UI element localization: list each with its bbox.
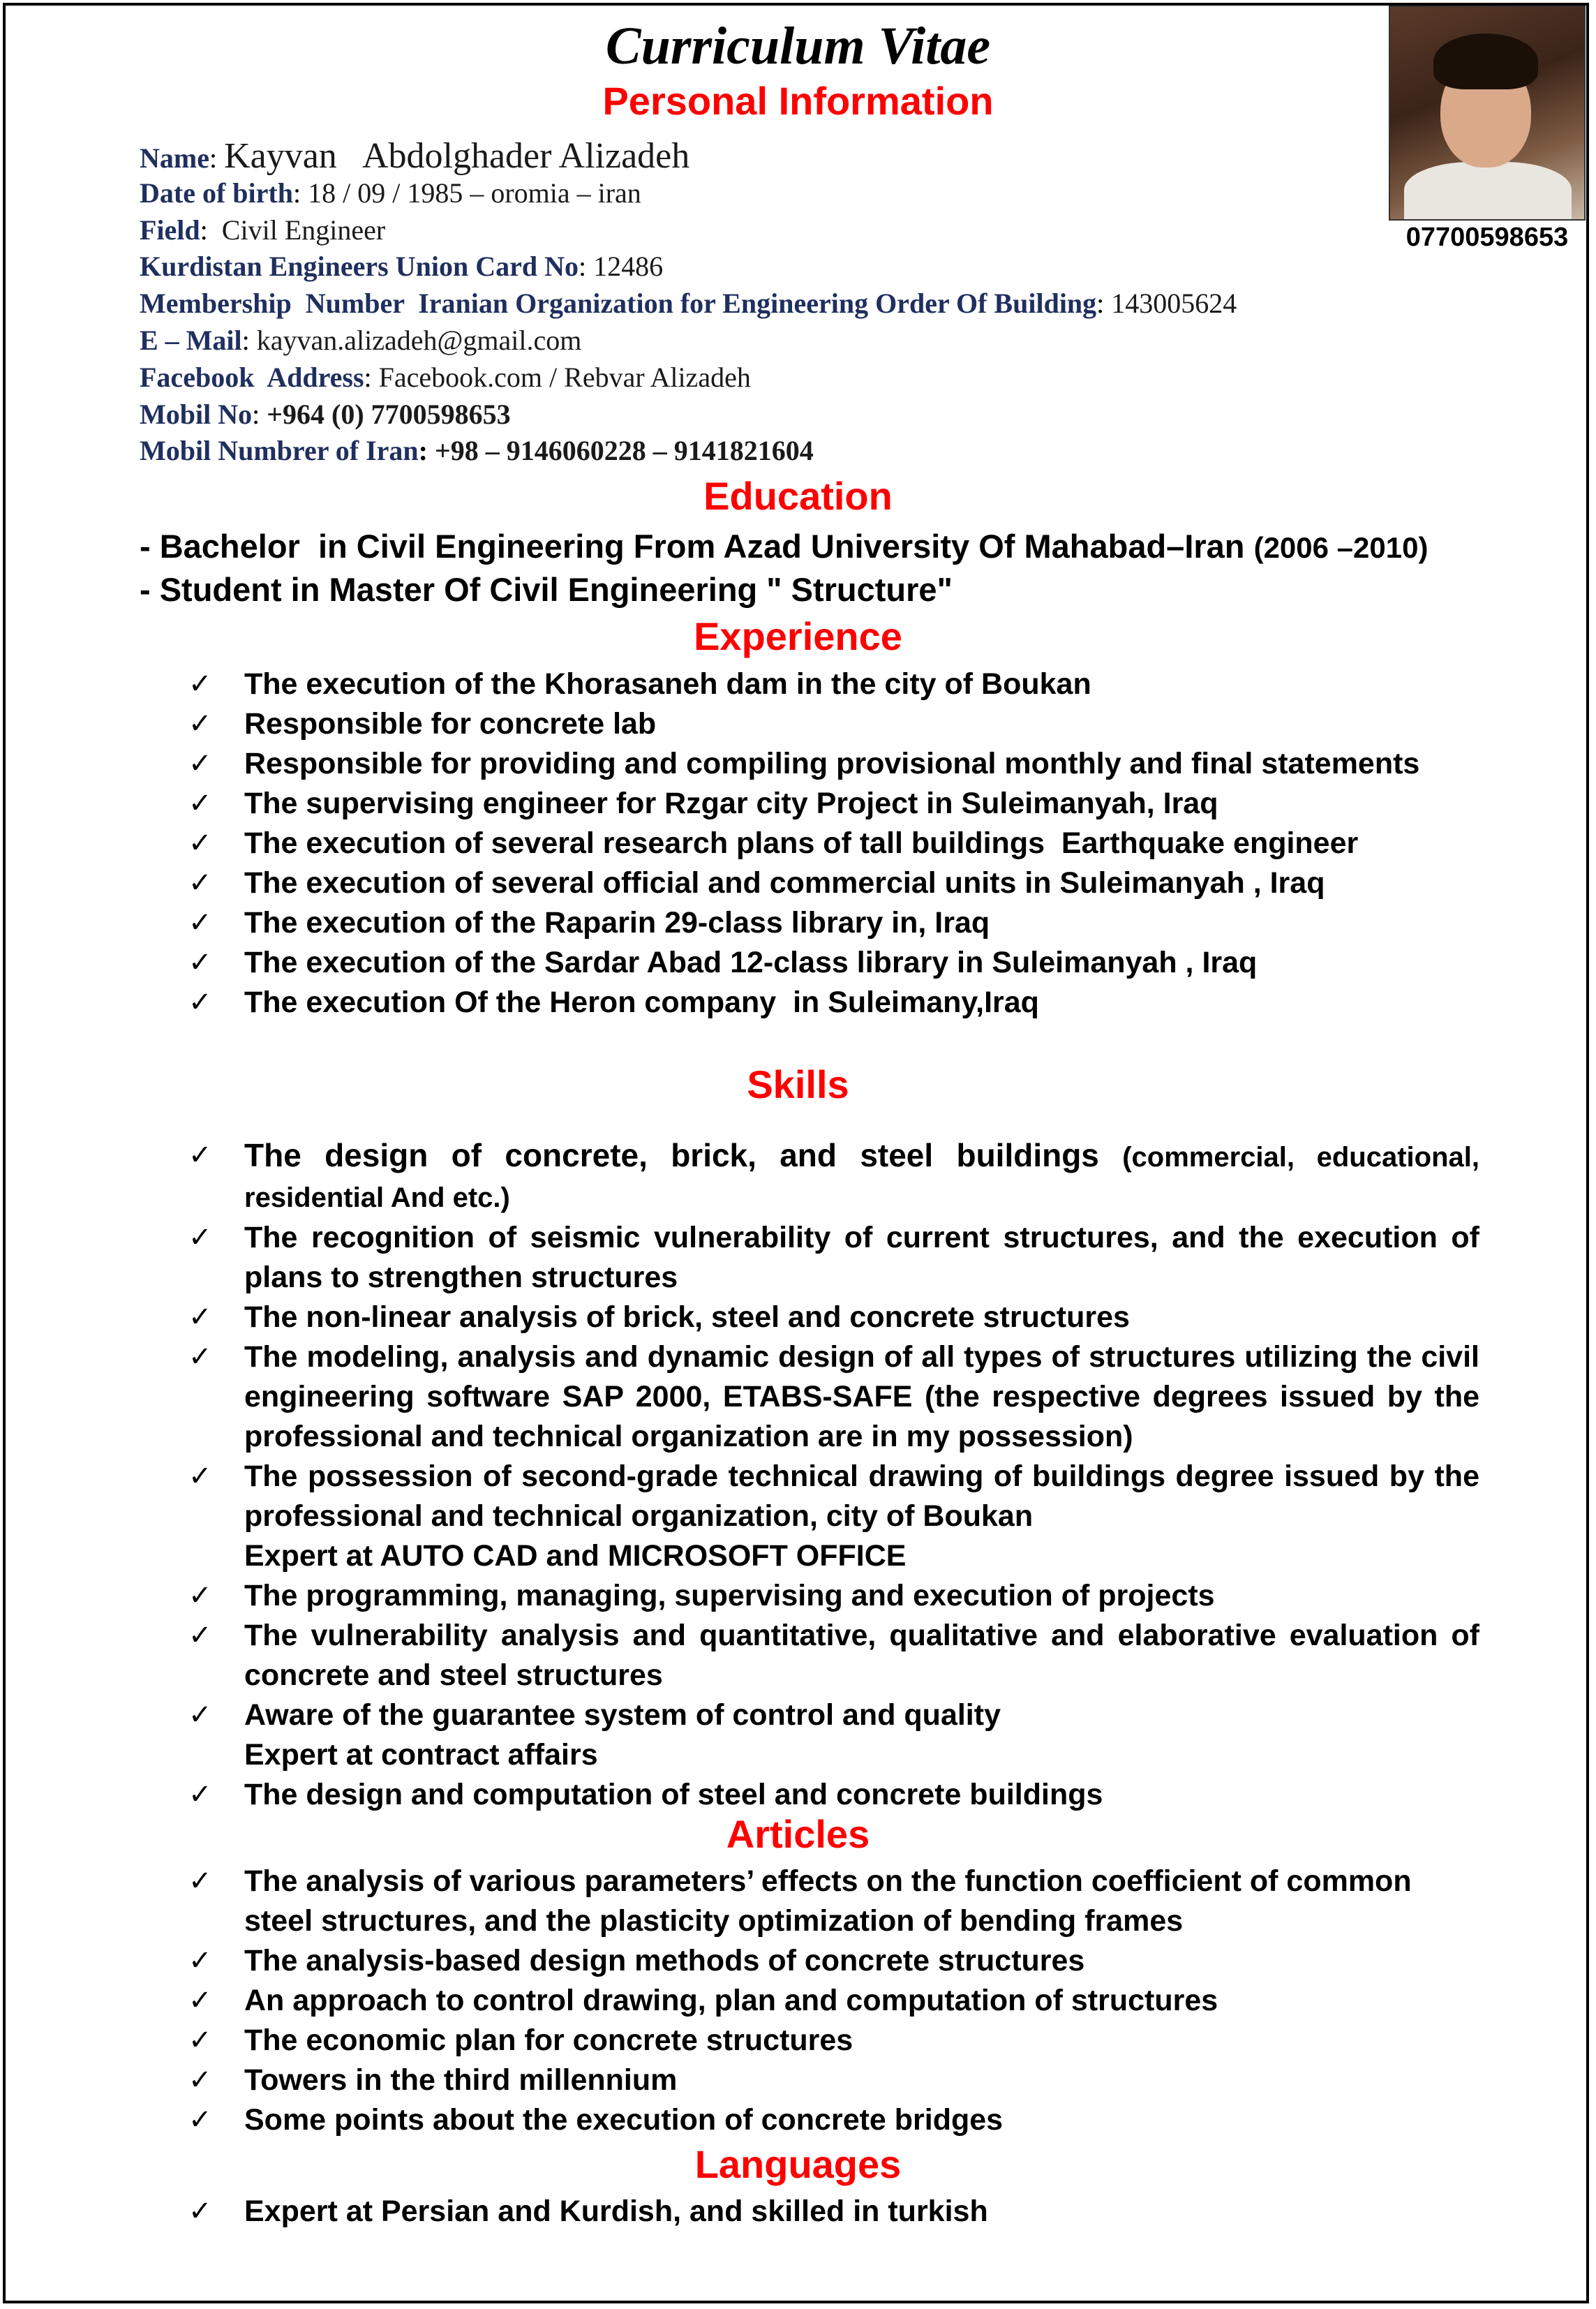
check-icon: ✓: [188, 2064, 212, 2096]
experience-item: ✓ The execution of the Sardar Abad 12-class library in Suleimanyah , Iraq: [188, 943, 1479, 983]
education-item: - Bachelor in Civil Engineering From Azad University Of Mahabad–Iran (2006 –2010): [140, 528, 1429, 565]
languages-list: [188, 2192, 1479, 2232]
check-icon: ✓: [188, 1460, 212, 1492]
check-icon: ✓: [188, 2024, 212, 2056]
experience-item: ✓ The execution of several official and commercial units in Suleimanyah , Iraq: [188, 863, 1479, 903]
skill-item: ✓ The vulnerability analysis and quantitative, qualitative and elaborative evaluation of concrete and steel structures: [188, 1616, 1479, 1695]
skill-item: ✓ Aware of the guarantee system of control and quality Expert at contract affairs: [188, 1695, 1479, 1775]
skill-item: ✓ The programming, managing, supervising and execution of projects: [188, 1576, 1479, 1616]
education-item: - Student in Master Of Civil Engineering " Structure": [140, 571, 953, 608]
info-value: Facebook.com / Rebvar Alizadeh: [378, 361, 751, 393]
check-icon: ✓: [188, 827, 212, 859]
articles-list: [188, 1862, 1479, 2140]
info-label: Kurdistan Engineers Union Card No: [140, 251, 579, 283]
article-item: ✓ Some points about the execution of concrete bridges: [188, 2100, 1479, 2140]
skill-item: ✓ The possession of second-grade technical drawing of buildings degree issued by the professional and technical organization, city of Boukan Expert at AUTO CAD and MICROSOFT OFFICE: [188, 1457, 1479, 1576]
info-mobile: Mobil No: +964 (0) 7700598653: [140, 398, 511, 430]
info-label: Facebook Address: [140, 361, 364, 393]
experience-item: ✓ The execution of the Khorasaneh dam in the city of Boukan: [188, 665, 1479, 704]
experience-item: ✓ The supervising engineer for Rzgar city Project in Suleimanyah, Iraq: [188, 784, 1479, 824]
info-membership-number: Membership Number Iranian Organization for Engineering Order Of Building: 143005624: [140, 288, 1237, 320]
info-value: 143005624: [1111, 288, 1237, 320]
personal-information-heading: Personal Information: [602, 79, 994, 123]
experience-list: [188, 665, 1479, 1023]
cv-title: Curriculum Vitae: [605, 17, 991, 75]
check-icon: ✓: [188, 1301, 212, 1333]
articles-heading: Articles: [726, 1812, 870, 1856]
check-icon: ✓: [188, 1865, 212, 1897]
article-item: ✓ The analysis-based design methods of concrete structures: [188, 1941, 1479, 1981]
info-label: Mobil Numbrer of Iran: [140, 435, 419, 467]
check-icon: ✓: [188, 946, 212, 979]
skill-item: ✓ The recognition of seismic vulnerability of current structures, and the execution of plans to strengthen structures: [188, 1218, 1479, 1298]
info-label: Membership Number Iranian Organization for Engineering Order Of Building: [140, 288, 1097, 320]
article-item: ✓ Towers in the third millennium: [188, 2061, 1479, 2100]
check-icon: ✓: [188, 1222, 212, 1254]
experience-item: ✓ The execution Of the Heron company in Suleimany,Iraq: [188, 983, 1479, 1023]
check-icon: ✓: [188, 907, 212, 939]
info-value: +98 – 9146060228 – 9141821604: [434, 435, 814, 467]
check-icon: ✓: [188, 1619, 212, 1651]
info-facebook: Facebook Address: Facebook.com / Rebvar Alizadeh: [140, 361, 751, 393]
article-item: ✓ The analysis of various parameters’ effects on the function coefficient of common steel structures, and the plasticity optimization of bending frames: [188, 1862, 1479, 1941]
info-value: Kayvan Abdolghader Alizadeh: [224, 136, 690, 176]
experience-item: ✓ Responsible for providing and compiling provisional monthly and final statements: [188, 744, 1479, 784]
skill-extra-line: Expert at contract affairs: [244, 1738, 598, 1772]
info-value: 18 / 09 / 1985 – oromia – iran: [308, 177, 641, 209]
skill-item: ✓ The design and computation of steel and concrete buildings: [188, 1775, 1479, 1815]
check-icon: ✓: [188, 1984, 212, 2017]
article-item: ✓ An approach to control drawing, plan and computation of structures: [188, 1981, 1479, 2021]
skill-item: ✓ The design of concrete, brick, and steel buildings (commercial, educational, residential And etc.): [188, 1137, 1479, 1213]
info-date-of-birth: Date of birth: 18 / 09 / 1985 – oromia – iran: [140, 177, 641, 209]
info-value: 12486: [593, 251, 664, 283]
info-label: Mobil No: [140, 398, 253, 430]
experience-item: ✓ The execution of several research plans of tall buildings Earthquake engineer: [188, 824, 1479, 863]
check-icon: ✓: [188, 787, 212, 819]
info-label: Date of birth: [140, 177, 293, 209]
skill-extra-line: Expert at AUTO CAD and MICROSOFT OFFICE: [244, 1539, 907, 1573]
check-icon: ✓: [188, 1945, 212, 1977]
article-item: ✓ The economic plan for concrete structures: [188, 2021, 1479, 2061]
skill-item: ✓ The non-linear analysis of brick, steel and concrete structures: [188, 1298, 1479, 1337]
check-icon: ✓: [188, 2104, 212, 2136]
check-icon: ✓: [188, 1699, 212, 1731]
check-icon: ✓: [188, 708, 212, 740]
skills-list: [188, 1136, 1479, 1815]
check-icon: ✓: [188, 867, 212, 899]
education-heading: Education: [703, 474, 893, 518]
personal-info-block: [140, 138, 1382, 470]
check-icon: ✓: [188, 1779, 212, 1811]
info-mobile-iran: Mobil Numbrer of Iran: +98 – 9146060228 – 9141821604: [140, 435, 814, 467]
check-icon: ✓: [188, 748, 212, 780]
check-icon: ✓: [188, 1139, 212, 1171]
info-union-card: Kurdistan Engineers Union Card No: 12486: [140, 251, 664, 283]
info-value: +964 (0) 7700598653: [267, 398, 511, 430]
check-icon: ✓: [188, 668, 212, 700]
info-label: Name: [140, 142, 209, 174]
experience-item: ✓ The execution of the Raparin 29-class library in, Iraq: [188, 903, 1479, 943]
check-icon: ✓: [188, 1341, 212, 1373]
info-value: Civil Engineer: [221, 214, 386, 246]
info-name: Name: Kayvan Abdolghader Alizadeh: [140, 136, 690, 176]
experience-heading: Experience: [694, 614, 902, 658]
language-item: ✓ Expert at Persian and Kurdish, and skilled in turkish: [188, 2192, 1479, 2232]
info-field: Field: Civil Engineer: [140, 214, 386, 246]
languages-heading: Languages: [694, 2142, 902, 2186]
skill-item: ✓ The modeling, analysis and dynamic design of all types of structures utilizing the civil engineering software SAP 2000, ETABS-SAFE (the respective degrees issued by the professional and technical organization are in my possession): [188, 1337, 1479, 1457]
info-label: E – Mail: [140, 324, 242, 356]
photo-phone-number: 07700598653: [1405, 223, 1569, 252]
check-icon: ✓: [188, 986, 212, 1018]
experience-item: ✓ Responsible for concrete lab: [188, 704, 1479, 744]
skills-heading: Skills: [747, 1062, 849, 1106]
check-icon: ✓: [188, 1580, 212, 1612]
info-email: E – Mail: kayvan.alizadeh@gmail.com: [140, 324, 582, 356]
check-icon: ✓: [188, 2195, 212, 2227]
info-label: Field: [140, 214, 200, 246]
info-value: kayvan.alizadeh@gmail.com: [256, 324, 582, 356]
